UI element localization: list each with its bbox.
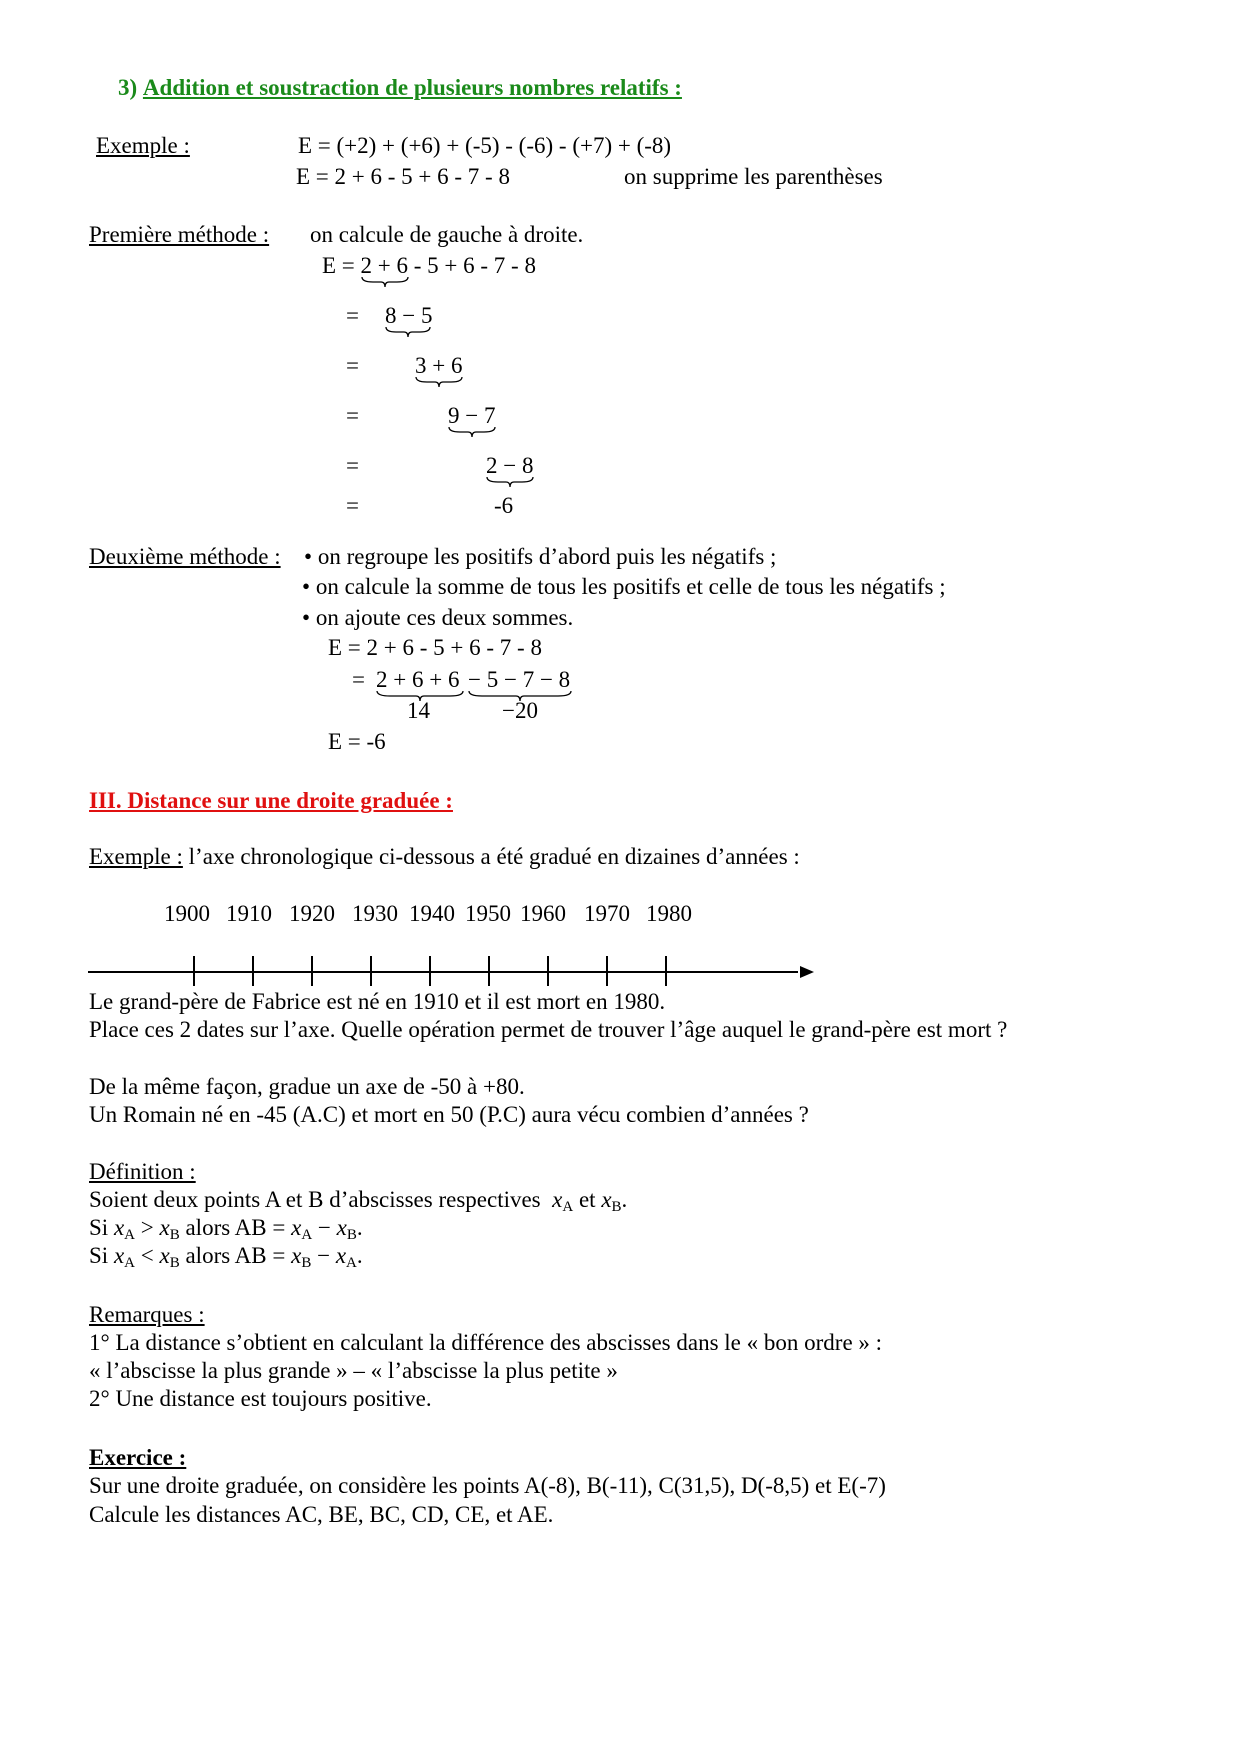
underbrace-icon (415, 376, 463, 388)
remarks-label: Remarques : (89, 1302, 205, 1327)
step-4-expression (486, 454, 533, 477)
underbrace-icon (448, 426, 496, 438)
conj-and: et (578, 1187, 596, 1212)
exercise-label: Exercice : (89, 1445, 187, 1470)
sub-b: B (169, 1227, 180, 1243)
method-1-expression (322, 254, 536, 277)
section-number: 3) (118, 75, 138, 100)
year-label: 1900 (164, 901, 210, 926)
word-si: Si (89, 1243, 109, 1268)
axis-tick (606, 956, 608, 986)
year-label: 1970 (584, 901, 630, 926)
method-2-line-2-equals: = (352, 667, 365, 692)
negatives-expression: − 5 − 7 − 8 (468, 667, 571, 692)
first-pair: 2 + 6 (360, 253, 409, 278)
section-3-heading (118, 76, 682, 99)
var-x: x (113, 1243, 125, 1268)
year-label: 1960 (520, 901, 566, 926)
definition-line-1 (89, 1188, 627, 1215)
var-x: x (552, 1187, 563, 1212)
axis-tick (311, 956, 313, 986)
step-3-expression (448, 404, 495, 427)
bullet-icon: • (302, 605, 311, 630)
method-1-label: Première méthode : (89, 222, 270, 247)
axis-tick (547, 956, 549, 986)
year-label: 1920 (289, 901, 335, 926)
sub-b: B (301, 1255, 312, 1271)
bullet-item-3 (302, 606, 573, 629)
var-x: x (335, 1243, 347, 1268)
axis-tick (665, 956, 667, 986)
step-3-equals: = (346, 403, 359, 428)
bullet-icon: • (304, 544, 313, 569)
sub-a: A (346, 1255, 357, 1271)
sub-a: A (124, 1255, 135, 1271)
rest-of-expression: - 5 + 6 - 7 - 8 (413, 253, 536, 278)
negatives-group (468, 668, 570, 691)
exercise-line-2: Calcule les distances AC, BE, BC, CD, CE, et AE. (89, 1502, 554, 1527)
minus: − (317, 1215, 331, 1240)
section-iii-example-text: l’axe chronologique ci-dessous a été gradué en dizaines d’années : (182, 844, 800, 869)
method-1-description: on calcule de gauche à droite. (310, 222, 584, 247)
sum-positive: 14 (407, 698, 430, 723)
axis-tick (252, 956, 254, 986)
example-label: Exemple : (96, 133, 190, 158)
year-label: 1950 (465, 901, 511, 926)
var-x: x (159, 1243, 170, 1268)
axis-tick (429, 956, 431, 986)
sub-a: A (562, 1199, 574, 1215)
step-2-value: 3 + 6 (415, 353, 463, 378)
step-4-equals: = (346, 453, 359, 478)
var-x: x (291, 1243, 302, 1268)
section-iii-title: III. Distance sur une droite graduée : (89, 788, 453, 813)
bullet-text-3: on ajoute ces deux sommes. (315, 605, 574, 630)
period: . (356, 1243, 363, 1268)
definition-line-3 (89, 1244, 363, 1271)
alors-ab: alors AB = (185, 1215, 286, 1240)
example-line-1: E = (+2) + (+6) + (-5) - (-6) - (+7) + (-8) (298, 133, 672, 158)
minus: − (317, 1243, 331, 1268)
sub-a: A (124, 1227, 135, 1243)
alors-ab: alors AB = (185, 1243, 286, 1268)
positives-group (376, 668, 459, 691)
section-title: Addition et soustraction de plusieurs nombres relatifs : (142, 75, 682, 100)
less-than: < (140, 1243, 154, 1268)
step-5-result: -6 (494, 493, 514, 518)
sub-b: B (346, 1227, 357, 1243)
sub-b: B (611, 1199, 622, 1215)
sum-negative: −20 (502, 698, 538, 723)
grandfather-text: Le grand-père de Fabrice est né en 1910 et il est mort en 1980. (89, 989, 666, 1014)
bullet-text-1: on regroupe les positifs d’abord puis les négatifs ; (317, 544, 777, 569)
exercise-line-1: Sur une droite graduée, on considère les points A(-8), B(-11), C(31,5), D(-8,5) et E(-7) (89, 1473, 886, 1498)
timeline-axis (86, 960, 816, 984)
bullet-text-2: on calcule la somme de tous les positifs et celle de tous les négatifs ; (315, 574, 946, 599)
section-iii-example (89, 845, 800, 868)
definition-line-2 (89, 1216, 363, 1243)
step-1-value: 8 − 5 (385, 303, 433, 328)
step-4-value: 2 − 8 (486, 453, 534, 478)
method-2-line-1: E = 2 + 6 - 5 + 6 - 7 - 8 (328, 635, 542, 660)
question-text: Place ces 2 dates sur l’axe. Quelle opération permet de trouver l’âge auquel le grand-père est mort ? (89, 1017, 1008, 1042)
step-3-value: 9 − 7 (448, 403, 496, 428)
step-2-equals: = (346, 353, 359, 378)
var-x: x (336, 1215, 347, 1240)
first-pair-group (361, 254, 408, 277)
example-line-2: E = 2 + 6 - 5 + 6 - 7 - 8 (296, 164, 510, 189)
graduate-axis-text: De la même façon, gradue un axe de -50 à +80. (89, 1074, 525, 1099)
var-x: x (159, 1215, 170, 1240)
year-label: 1980 (646, 901, 692, 926)
example-note: on supprime les parenthèses (624, 164, 883, 189)
year-label: 1910 (226, 901, 272, 926)
underbrace-icon (486, 476, 534, 488)
underbrace-icon (385, 326, 431, 338)
e-prefix: E = (322, 253, 355, 278)
var-x: x (601, 1187, 612, 1212)
roman-question-text: Un Romain né en -45 (A.C) et mort en 50 (P.C) aura vécu combien d’années ? (89, 1102, 809, 1127)
remark-1: 1° La distance s’obtient en calculant la différence des abscisses dans le « bon ordre » : (89, 1330, 883, 1355)
step-2-expression (415, 354, 462, 377)
period: . (621, 1187, 628, 1212)
bullet-icon: • (302, 574, 311, 599)
year-label: 1940 (409, 901, 455, 926)
remark-1-continued: « l’abscisse la plus grande » – « l’abscisse la plus petite » (89, 1358, 618, 1383)
var-x: x (291, 1215, 302, 1240)
sub-a: A (301, 1227, 313, 1243)
year-label: 1930 (352, 901, 398, 926)
method-2-label: Deuxième méthode : (89, 544, 281, 569)
definition-label: Définition : (89, 1159, 196, 1184)
section-iii-example-label: Exemple : (89, 844, 183, 869)
definition-intro: Soient deux points A et B d’abscisses respectives (89, 1187, 541, 1212)
var-x: x (113, 1215, 125, 1240)
step-1-equals: = (346, 303, 359, 328)
axis-tick (488, 956, 490, 986)
word-si: Si (89, 1215, 109, 1240)
positives-expression: 2 + 6 + 6 (376, 667, 460, 692)
arrow-right-icon (800, 966, 814, 978)
remark-2: 2° Une distance est toujours positive. (89, 1386, 432, 1411)
bullet-item-2 (302, 575, 946, 598)
step-1-expression (385, 304, 432, 327)
greater-than: > (140, 1215, 154, 1240)
step-5-equals: = (346, 493, 359, 518)
axis-tick (370, 956, 372, 986)
axis-tick (193, 956, 195, 986)
sub-b: B (169, 1255, 180, 1271)
underbrace-icon (361, 276, 409, 288)
period: . (356, 1215, 363, 1240)
method-2-result: E = -6 (328, 729, 386, 754)
bullet-item-1 (304, 545, 776, 568)
